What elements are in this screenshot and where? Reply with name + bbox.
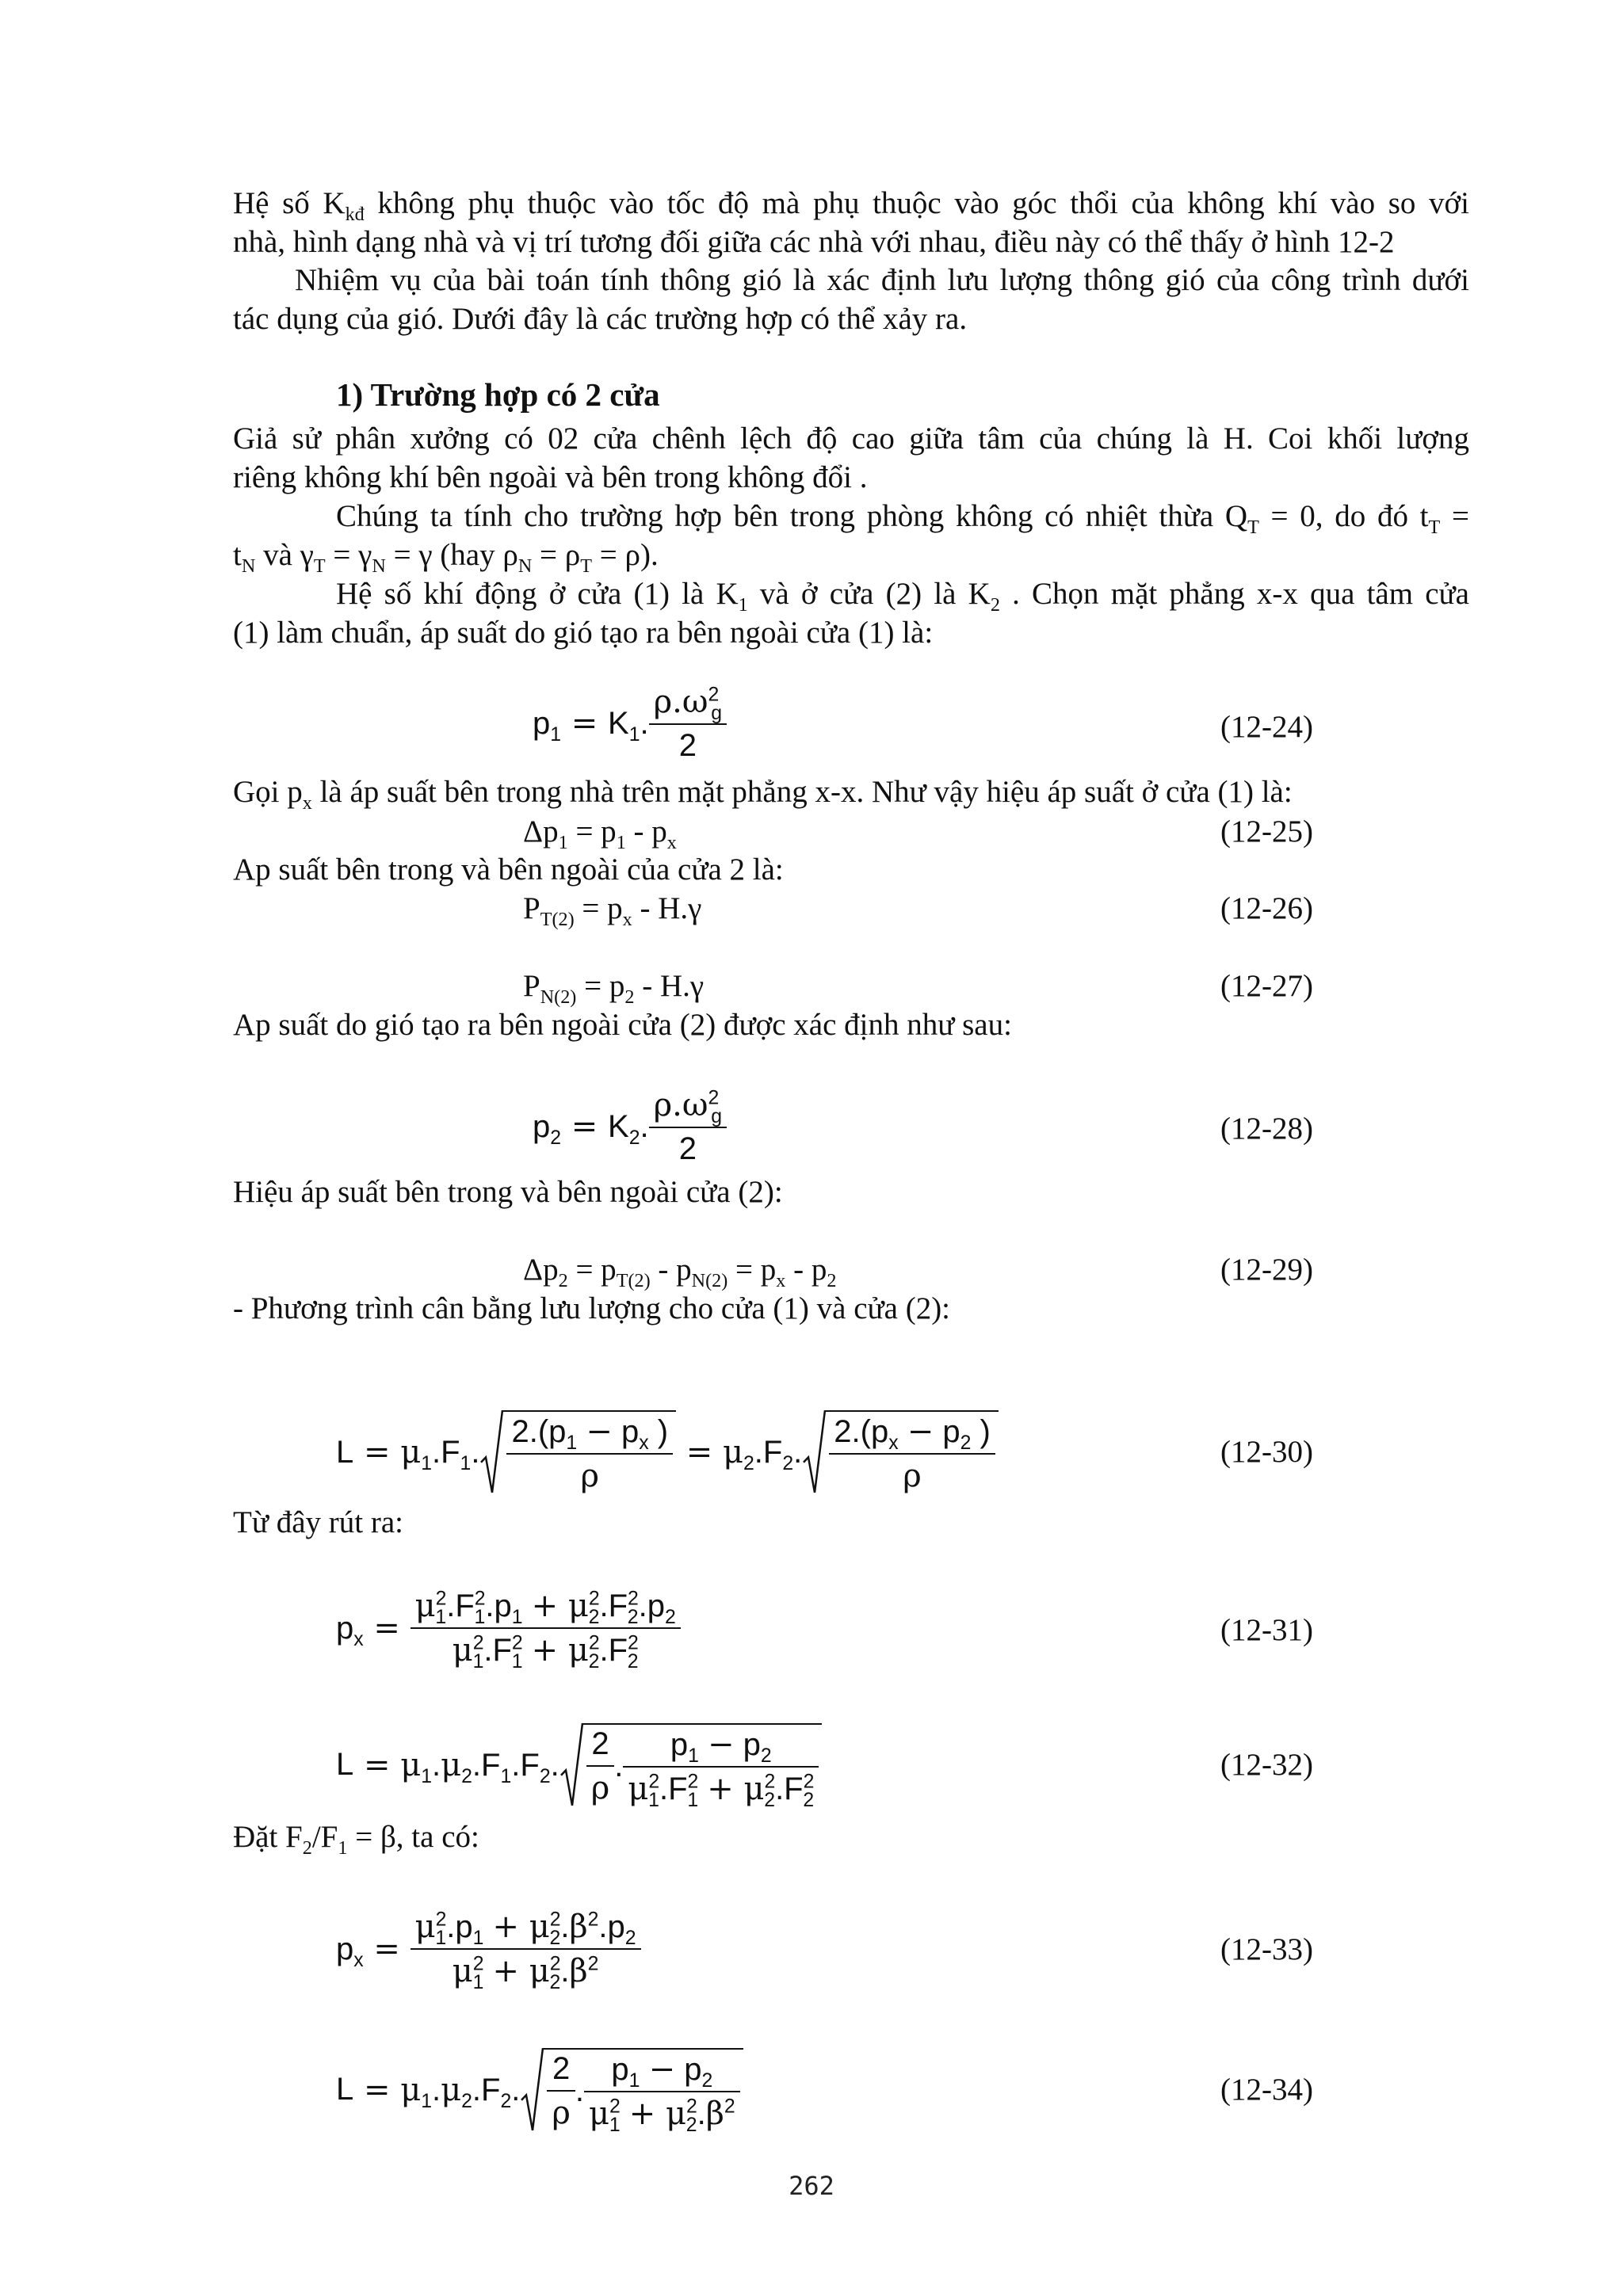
equation-12-34: L = μ $_1.\mu_2.F_2$. $\frac{2}{\rho}$ . $\frac{p_1 - p_2}{\mu^2_1 + \mu^2_2.\beta^2}$ — [336, 2036, 743, 2143]
paragraph-line: Đặt $F_2/F_1 = \beta$, ta có: — [233, 1820, 479, 1859]
paragraph-line: Hiệu áp suất bên trong và bên ngoài cửa (2): — [233, 1175, 783, 1209]
equation-number: (12-30) — [1220, 1435, 1313, 1469]
paragraph-line: nhà, hình dạng nhà và vị trí tương đối giữa các nhà với nhau, điều này có thể thấy ở hình 12-2 — [233, 225, 1395, 259]
equation-12-25: $\Delta p_1 = p_1 - p_x$ — [523, 814, 677, 853]
equation-number: (12-27) — [1220, 969, 1313, 1003]
paragraph-line: Từ đây rút ra: — [233, 1505, 403, 1539]
paragraph-line: - Phương trình cân bằng lưu lượng cho cửa (1) và cửa (2): — [233, 1291, 951, 1325]
equation-number: (12-33) — [1220, 1932, 1313, 1966]
equation-12-29: $\Delta p_2 = p_{T(2)} - p_{N(2)} = p_x - p_2$ — [523, 1253, 837, 1291]
section-heading: 1) Trường hợp có 2 cửa — [336, 376, 660, 413]
equation-12-30: L = μ $_1.F_1$. $\frac{2.(p_1 - p_x )}{\rho}$ = μ $_2.F_2$. $\frac{2.(p_x - p_2 )}{\rho}$ — [336, 1401, 999, 1504]
paragraph-line: Giả sử phân xưởng có 02 cửa chênh lệch độ cao giữa tâm của chúng là H. Coi khối lượng — [233, 421, 1469, 456]
paragraph-line: (1) làm chuẩn, áp suất do gió tạo ra bên ngoài cửa (1) là: — [233, 616, 934, 650]
paragraph-line: riêng không khí bên ngoài và bên trong không đổi . — [233, 460, 868, 494]
paragraph-line: Nhiệm vụ của bài toán tính thông gió là xác định lưu lượng thông gió của công trình dưới — [295, 263, 1469, 297]
equation-12-32: L = μ $_1.\mu_2.F_1.F_2$. $\frac{2}{\rho}$ . $\frac{p_1 - p_2}{\mu^2_1.F^2_1 + \mu^2_2.F^2_2}$ — [336, 1711, 822, 1818]
equation-12-24: $p_1$ = $K_1$. $\frac{\rho.\omega^2_g}{2}$ — [533, 672, 727, 775]
equation-number: (12-28) — [1220, 1112, 1313, 1146]
equation-12-31: $p_x$ = $\frac{\mu^2_1.F^2_1.p_1 + \mu^2_2.F^2_2.p_2}{\mu^2_1.F^2_1 + \mu^2_2.F^2_2}$ — [336, 1577, 681, 1680]
paragraph-line: Ap suất bên trong và bên ngoài của cửa 2 là: — [233, 852, 784, 887]
paragraph-line: Hệ số $K_{kđ}$ không phụ thuộc vào tốc độ mà phụ thuộc vào góc thổi của không khí vào so với — [233, 186, 1469, 225]
equation-12-26: $P_{T(2)} = p_x - H.\gamma$ — [523, 891, 702, 930]
equation-number: (12-26) — [1220, 891, 1313, 925]
paragraph-line: $t_N$ và $\gamma_T = \gamma_N = \gamma$ (hay $\rho_N = \rho_T = \rho$). — [233, 538, 659, 577]
equation-number: (12-32) — [1220, 1748, 1313, 1782]
equation-number: (12-29) — [1220, 1253, 1313, 1287]
paragraph-line: Gọi $p_x$ là áp suất bên trong nhà trên mặt phẳng x-x. Như vậy hiệu áp suất ở cửa (1) là: — [233, 775, 1293, 814]
paragraph-line: Ap suất do gió tạo ra bên ngoài cửa (2) được xác định như sau: — [233, 1008, 1012, 1042]
paragraph-line: Chúng ta tính cho trường hợp bên trong phòng không có nhiệt thừa $Q_T = 0$, do đó $t_T$ = — [336, 499, 1469, 538]
equation-number: (12-25) — [1220, 814, 1313, 849]
equation-number: (12-31) — [1220, 1613, 1313, 1647]
equation-number: (12-34) — [1220, 2073, 1313, 2107]
equation-12-33: $p_x$ = $\frac{\mu^2_1.p_1 + \mu^2_2.\beta^2.p_2}{\mu^2_1 + \mu^2_2.\beta^2}$ — [336, 1897, 641, 2000]
equation-12-27: $P_{N(2)} = p_2 - H.\gamma$ — [523, 969, 705, 1008]
paragraph-line: Hệ số khí động ở cửa (1) là $K_1$ và ở cửa (2) là $K_2$ . Chọn mặt phẳng x-x qua tâm cửa — [336, 577, 1469, 616]
page-number: 262 — [789, 2171, 834, 2201]
paragraph-line: tác dụng của gió. Dưới đây là các trường hợp có thể xảy ra. — [233, 302, 968, 336]
equation-number: (12-24) — [1220, 710, 1313, 744]
equation-12-28: $p_2$ = $K_2$. $\frac{\rho.\omega^2_g}{2}$ — [533, 1075, 727, 1178]
